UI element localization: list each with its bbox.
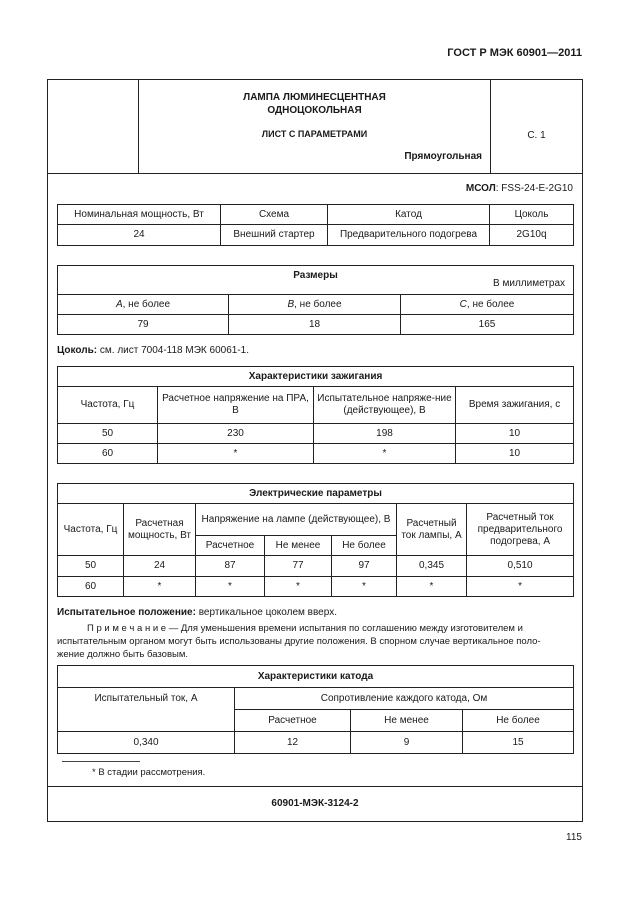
page-number: 115 [566,832,582,843]
header-el-preheat: Расчетный ток предварительного подогрева, А [467,504,574,556]
test-position-text: вертикальное цоколем вверх. [195,607,337,618]
designation [466,183,573,194]
footnote: * В стадии рассмотрения. [92,767,206,778]
note-label: П р и м е ч а н и е [87,623,167,634]
cell-dim-b: 18 [229,315,401,335]
header-ign-test-voltage: Испытательное напряже-ние (действующее), В [314,387,456,424]
frame-bottom [47,821,583,822]
header-el-v-rated: Расчетное [196,536,265,556]
cell: 10 [456,424,574,444]
cell-dim-a: 79 [58,315,229,335]
dimensions-title-cell [58,266,574,295]
header-resistance: Сопротивление каждого катода, Ом [235,688,574,710]
frame-sep-title [47,173,583,174]
table-row [58,556,574,577]
header-el-freq: Частота, Гц [58,504,124,556]
test-position-label: Испытательное положение: [57,607,196,618]
cell: 87 [196,556,265,577]
header-res-rated: Расчетное [235,710,351,732]
header-cap: Цоколь [490,205,574,225]
cell: 97 [332,556,397,577]
footnote-rule [62,761,140,762]
header-test-current: Испытательный ток, А [58,688,235,732]
cell: 9 [351,732,463,754]
table-row [58,732,574,754]
cell: 0,345 [397,556,467,577]
cell: * [332,577,397,597]
title-divider-right [490,79,491,173]
cell-cathode: Предварительного подогрева [328,225,490,246]
header-cathode: Катод [328,205,490,225]
header-circuit: Схема [221,205,328,225]
frame-sep-footer [47,786,583,787]
note-line1: — Для уменьшения времени испытания по соглашению между изготовителем и [166,623,523,634]
cell-cap: 2G10q [490,225,574,246]
cell-circuit: Внешний стартер [221,225,328,246]
cell-nominal-power: 24 [58,225,221,246]
cap-note [57,345,249,356]
electrical-title: Электрические параметры [58,484,574,504]
designation-value: : FSS-24-E-2G10 [495,183,573,194]
table-row [58,444,574,464]
cell: 198 [314,424,456,444]
frame-left [47,79,48,821]
header-res-max: Не более [463,710,574,732]
cell: * [158,444,314,464]
header-el-v-max: Не более [332,536,397,556]
frame-top [47,79,583,80]
electrical-table [57,483,574,597]
test-position [57,607,337,618]
header-el-current: Расчетный ток лампы, А [397,504,467,556]
cell: 50 [58,556,124,577]
header-ign-freq: Частота, Гц [58,387,158,424]
header-dim-a: A, не более [58,295,229,315]
cell: 50 [58,424,158,444]
cathode-table [57,665,574,754]
cell: * [397,577,467,597]
shape-label: Прямоугольная [404,151,482,162]
cell: 0,340 [58,732,235,754]
designation-label: МСОЛ [465,183,496,194]
frame-right [582,79,583,821]
ignition-table [57,366,574,464]
cell: * [196,577,265,597]
cell: 230 [158,424,314,444]
dimensions-table [57,265,574,335]
sheet-subtitle: ЛИСТ С ПАРАМЕТРАМИ [261,129,368,139]
table-row [58,577,574,597]
cell: 10 [456,444,574,464]
title-line1: ЛАМПА ЛЮМИНЕСЦЕНТНАЯ [243,92,386,103]
header-el-voltage: Напряжение на лампе (действующее), В [196,504,397,536]
cell: * [314,444,456,464]
cell: 0,510 [467,556,574,577]
note-line2: испытательным органом могут быть использованы другие положения. В спорном случае вертикальное поло- [57,636,541,647]
cell: 77 [265,556,332,577]
ignition-title: Характеристики зажигания [58,367,574,387]
header-el-power: Расчетная мощность, Вт [124,504,196,556]
title-line2: ОДНОЦОКОЛЬНАЯ [267,105,362,116]
header-ign-ballast-voltage: Расчетное напряжение на ПРА, В [158,387,314,424]
dimensions-unit: В миллиметрах [493,278,566,289]
header-dim-c: C, не более [401,295,574,315]
main-parameters-table [57,204,574,246]
cell: 24 [124,556,196,577]
header-res-min: Не менее [351,710,463,732]
table-row [58,424,574,444]
cell: 12 [235,732,351,754]
cell: 15 [463,732,574,754]
cell: 60 [58,577,124,597]
cathode-title: Характеристики катода [58,666,574,688]
page-ref: С. 1 [527,130,546,141]
sheet-code: 60901-МЭК-3124-2 [271,798,359,809]
header-el-v-min: Не менее [265,536,332,556]
note-line3: жение должно быть базовым. [57,649,188,660]
cell: 60 [58,444,158,464]
header-dim-b: B, не более [229,295,401,315]
cell: * [124,577,196,597]
cap-note-label: Цоколь: [57,345,98,356]
header-nominal-power: Номинальная мощность, Вт [58,205,221,225]
cell-dim-c: 165 [401,315,574,335]
cap-note-text: см. лист 7004-118 МЭК 60061-1. [97,345,249,356]
dimensions-title: Размеры [293,270,338,281]
cell: * [467,577,574,597]
header-ign-time: Время зажигания, с [456,387,574,424]
cell: * [265,577,332,597]
note [57,622,573,661]
standard-header: ГОСТ Р МЭК 60901—2011 [447,47,582,59]
